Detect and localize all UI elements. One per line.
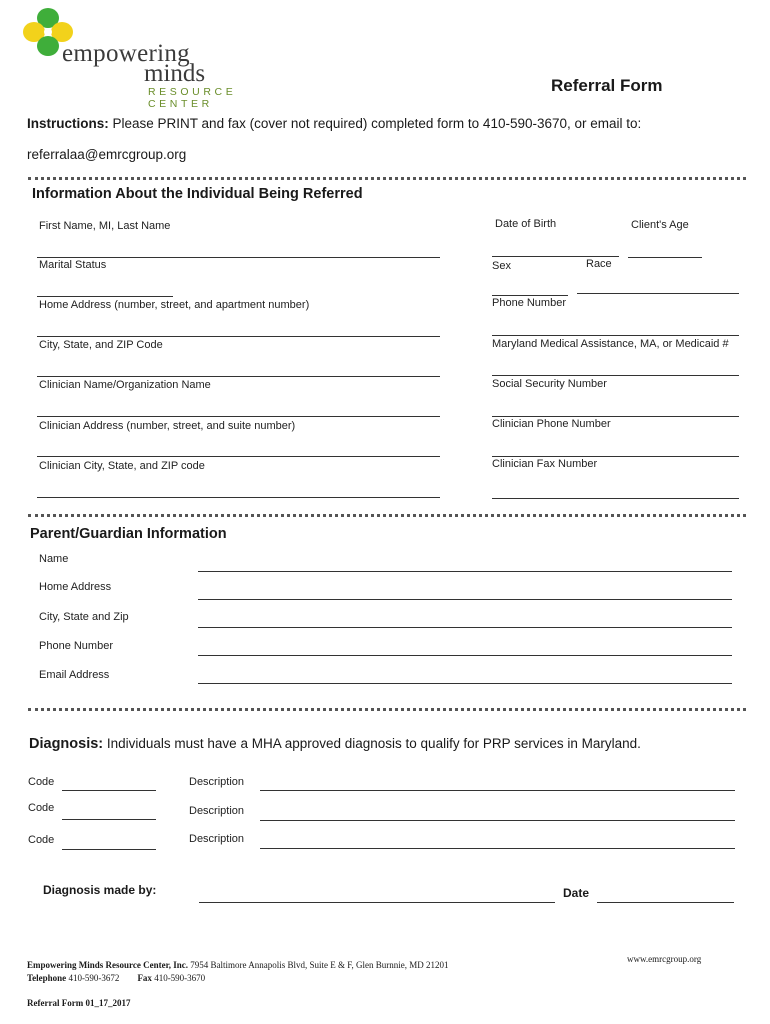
logo-word-empowering: empowering: [62, 40, 190, 67]
footer-contact-line: [27, 973, 205, 983]
section-divider: [28, 708, 746, 711]
home-address-field[interactable]: [37, 336, 440, 337]
fax-value: 410-590-3670: [151, 973, 206, 983]
description-field-1[interactable]: [260, 790, 735, 791]
guardian-email-field[interactable]: [198, 683, 732, 684]
medicaid-label: Maryland Medical Assistance, MA, or Medicaid #: [492, 338, 729, 350]
home-address-label: Home Address (number, street, and apartment number): [39, 299, 310, 311]
ssn-label: Social Security Number: [492, 378, 607, 390]
instructions-text: Please PRINT and fax (cover not required) completed form to 410-590-3670, or email to:: [108, 116, 642, 131]
clinician-city-field[interactable]: [37, 497, 440, 498]
code-label-3: Code: [28, 834, 55, 846]
description-field-3[interactable]: [260, 848, 735, 849]
diagnosis-label: Diagnosis:: [29, 736, 104, 752]
telephone-label: Telephone: [27, 973, 67, 983]
description-label-1: Description: [189, 776, 245, 788]
footer-address: 7954 Baltimore Annapolis Blvd, Suite E & F, Glen Burnnie, MD 21201: [188, 960, 449, 970]
description-label-2: Description: [189, 805, 245, 817]
clinician-phone-field[interactable]: [492, 456, 739, 457]
fax-label: Fax: [137, 973, 152, 983]
code-field-3[interactable]: [62, 849, 156, 850]
guardian-email-label: Email Address: [39, 669, 110, 681]
first-name-field[interactable]: [37, 257, 440, 258]
ssn-field[interactable]: [492, 416, 739, 417]
clinician-fax-label: Clinician Fax Number: [492, 458, 598, 470]
clinician-phone-label: Clinician Phone Number: [492, 418, 611, 430]
logo: [22, 6, 282, 110]
city-label: City, State, and ZIP Code: [39, 339, 163, 351]
guardian-name-field[interactable]: [198, 571, 732, 572]
medicaid-field[interactable]: [492, 375, 739, 376]
referral-email: referralaa@emrcgroup.org: [27, 147, 187, 162]
guardian-address-field[interactable]: [198, 599, 732, 600]
guardian-phone-label: Phone Number: [39, 640, 113, 652]
guardian-address-label: Home Address: [39, 581, 112, 593]
code-field-1[interactable]: [62, 790, 156, 791]
individual-heading: Information About the Individual Being Referred: [32, 186, 363, 202]
marital-status-field[interactable]: [37, 296, 173, 297]
clinician-name-label: Clinician Name/Organization Name: [39, 379, 211, 391]
age-field[interactable]: [628, 257, 702, 258]
race-field[interactable]: [577, 293, 739, 294]
code-label-2: Code: [28, 802, 55, 814]
sex-field[interactable]: [492, 295, 568, 296]
date-field[interactable]: [597, 902, 734, 903]
instructions-label: Instructions:: [27, 116, 109, 131]
logo-word-minds: minds: [144, 60, 206, 87]
guardian-phone-field[interactable]: [198, 655, 732, 656]
diagnosis-text: Individuals must have a MHA approved diagnosis to qualify for PRP services in Maryland.: [103, 736, 641, 751]
description-label-3: Description: [189, 833, 245, 845]
logo-resource-center: RESOURCE CENTER: [148, 86, 237, 110]
first-name-label: First Name, MI, Last Name: [39, 220, 171, 232]
clinician-address-label: Clinician Address (number, street, and suite number): [39, 420, 296, 432]
instructions: [27, 116, 641, 131]
footer-website[interactable]: www.emrcgroup.org: [627, 954, 702, 964]
phone-number-label: Phone Number: [492, 297, 566, 309]
phone-number-field[interactable]: [492, 335, 739, 336]
clinician-fax-field[interactable]: [492, 498, 739, 499]
section-divider: [28, 177, 746, 180]
description-field-2[interactable]: [260, 820, 735, 821]
date-label: Date: [563, 886, 590, 900]
guardian-city-label: City, State and Zip: [39, 611, 129, 623]
code-label-1: Code: [28, 776, 55, 788]
clinician-name-field[interactable]: [37, 416, 440, 417]
dob-label: Date of Birth: [495, 218, 557, 230]
footer-address-line: [27, 960, 449, 970]
form-title: Referral Form: [551, 76, 663, 95]
clinician-city-label: Clinician City, State, and ZIP code: [39, 460, 205, 472]
section-divider: [28, 514, 746, 517]
code-field-2[interactable]: [62, 819, 156, 820]
city-field[interactable]: [37, 376, 440, 377]
diagnosis-made-by-field[interactable]: [199, 902, 555, 903]
guardian-city-field[interactable]: [198, 627, 732, 628]
form-id: Referral Form 01_17_2017: [27, 998, 131, 1008]
age-label: Client's Age: [631, 219, 689, 231]
clinician-address-field[interactable]: [37, 456, 440, 457]
telephone-value: 410-590-3672: [66, 973, 120, 983]
diagnosis-intro: [29, 736, 641, 752]
race-label: Race: [586, 258, 612, 270]
dob-field[interactable]: [492, 256, 619, 257]
marital-status-label: Marital Status: [39, 259, 107, 271]
diagnosis-made-by-label: Diagnosis made by:: [43, 883, 157, 897]
sex-label: Sex: [492, 260, 511, 272]
guardian-name-label: Name: [39, 553, 69, 565]
footer-org: Empowering Minds Resource Center, Inc.: [27, 960, 188, 970]
guardian-heading: Parent/Guardian Information: [30, 526, 227, 542]
